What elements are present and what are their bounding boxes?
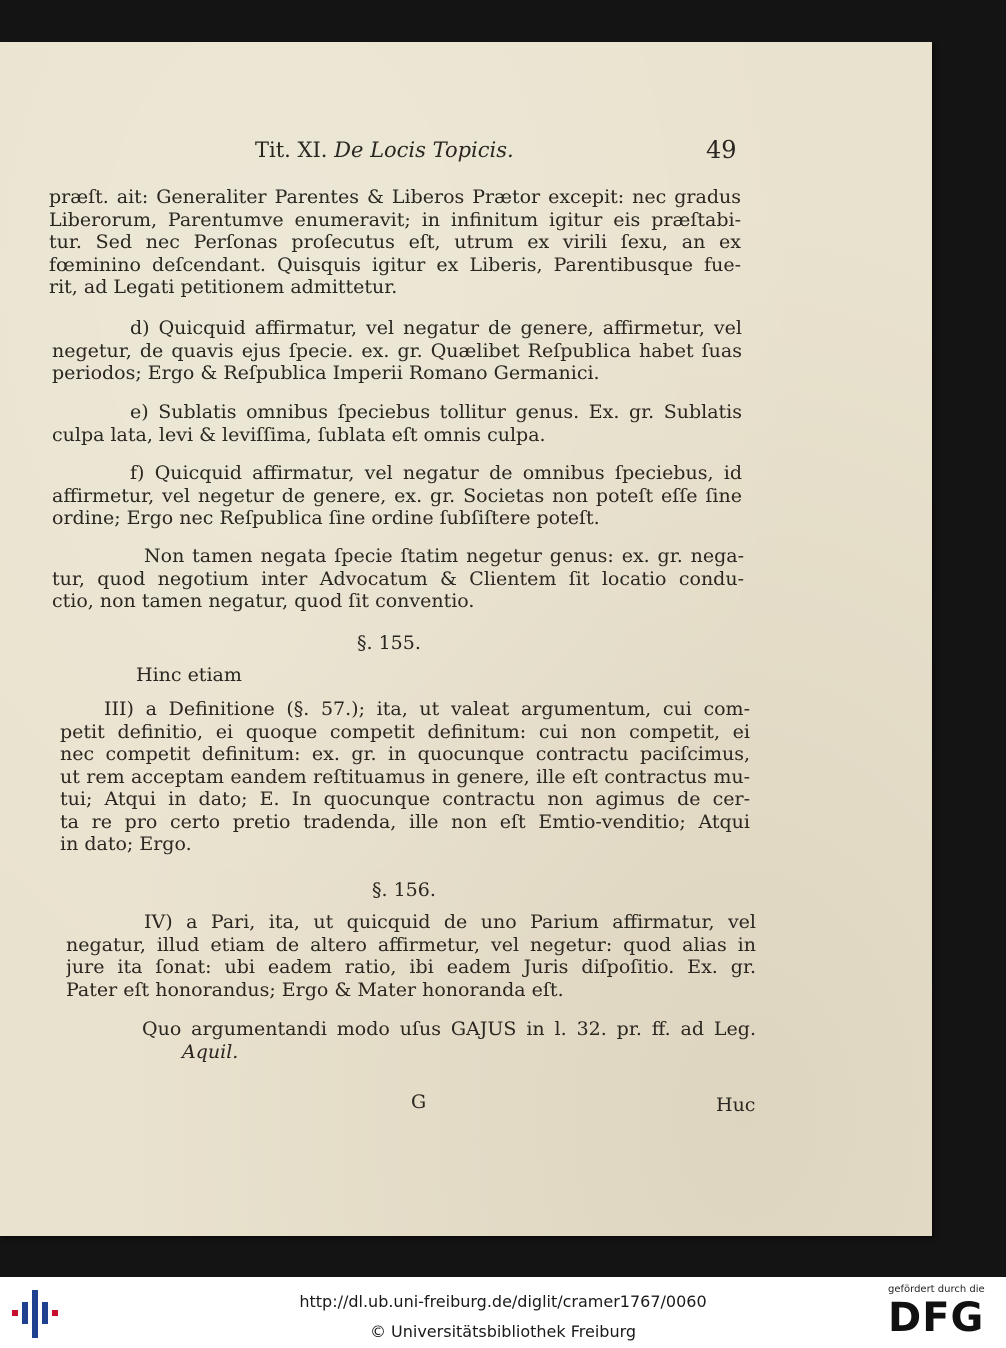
text-line: ut rem acceptam eandem reſtituamus in genere, ille eſt contractus mu-: [60, 765, 750, 788]
text-line: Non tamen negata ſpecie ſtatim negetur genus: ex. gr. nega-: [144, 545, 744, 567]
paragraph-e: [52, 401, 742, 446]
paragraph-f: [52, 462, 742, 530]
text-line: rit, ad Legati petitionem admittetur.: [49, 276, 398, 298]
text-line: ctio, non tamen negatur, quod ſit conventio.: [52, 590, 475, 612]
text-line: præſt. ait: Generaliter Parentes & Liberos Prætor excepit: nec gradus: [49, 186, 741, 208]
text-line: Pater eſt honorandus; Ergo & Mater honoranda eſt.: [66, 978, 564, 1001]
text-line: Quo argumentandi modo uſus GAJUS in l. 32. pr. ff. ad Leg.: [142, 1018, 756, 1040]
paragraph-iii-definitione: [60, 698, 750, 856]
text-line: e) Sublatis omnibus ſpeciebus tollitur genus. Ex. gr. Sublatis: [130, 401, 742, 423]
text-line: Aquil.: [182, 1040, 239, 1063]
hinc-etiam: Hinc etiam: [136, 664, 242, 686]
catchword: Huc: [716, 1094, 756, 1116]
text-line: tur, quod negotium inter Advocatum & Clientem ſit locatio condu-: [52, 567, 744, 590]
running-title-italic: De Locis Topicis.: [334, 138, 514, 162]
page-number: 49: [706, 136, 737, 164]
permalink-url[interactable]: http://dl.ub.uni-freiburg.de/diglit/cramer1767/0060: [299, 1292, 707, 1311]
dfg-caption: gefördert durch die: [888, 1284, 985, 1295]
text-line: periodos; Ergo & Reſpublica Imperii Romano Germanici.: [52, 362, 600, 384]
text-line: Liberorum, Parentumve enumeravit; in infinitum igitur eis præſtabi-: [49, 208, 741, 231]
running-title: [255, 138, 514, 162]
text-line: in dato; Ergo.: [60, 833, 192, 855]
text-line: fœminino deſcendant. Quisquis igitur ex Liberis, Parentibusque fue-: [49, 253, 741, 276]
running-header: [0, 138, 932, 168]
section-heading: §. 155.: [357, 632, 421, 654]
text-line: affirmetur, vel negetur de genere, ex. gr. Societas non poteſt eſſe ſine: [52, 484, 742, 507]
paragraph-1: [49, 186, 741, 299]
text-line: jure ita ſonat: ubi eadem ratio, ibi eadem Juris diſpoſitio. Ex. gr.: [66, 956, 756, 978]
text-line: ta re pro certo pretio tradenda, ille non eſt Emtio-venditio; Atqui: [60, 810, 750, 833]
text-line: f) Quicquid affirmatur, vel negatur de omnibus ſpeciebus, id: [130, 462, 742, 484]
text-line: d) Quicquid affirmatur, vel negatur de genere, affirmetur, vel: [130, 317, 742, 339]
signature-mark: G: [411, 1091, 427, 1113]
copyright-notice: © Universitätsbibliothek Freiburg: [369, 1322, 637, 1341]
paragraph-gajus: [66, 1018, 756, 1063]
text-line: tur. Sed nec Perſonas proſecutus eſt, utrum ex virili ſexu, an ex: [49, 231, 741, 253]
text-line: negetur, de quavis ejus ſpecie. ex. gr. Quælibet Reſpublica habet ſuas: [52, 339, 742, 362]
text-line: nec competit definitum: ex. gr. in quocunque contractu paciſcimus,: [60, 743, 750, 765]
paragraph-iv-pari: [66, 911, 756, 1001]
text-line: negatur, illud etiam de altero affirmetur, vel negetur: quod alias in: [66, 933, 756, 956]
paragraph-non-tamen: [52, 545, 744, 613]
text-line: ordine; Ergo nec Reſpublica ſine ordine ſubſiſtere poteſt.: [52, 507, 600, 529]
text-line: tui; Atqui in dato; E. In quocunque contractu non agimus de cer-: [60, 788, 750, 810]
text-line: culpa lata, levi & leviſſima, ſublata eſt omnis culpa.: [52, 423, 546, 446]
running-title-prefix: Tit. XI.: [255, 138, 328, 162]
dfg-logo-icon[interactable]: DFG: [888, 1295, 985, 1341]
paragraph-d: [52, 317, 742, 385]
text-line: IV) a Pari, ita, ut quicquid de uno Parium affirmatur, vel: [144, 911, 756, 933]
text-line: III) a Definitione (§. 57.); ita, ut valeat argumentum, cui com-: [104, 698, 750, 720]
section-heading: §. 156.: [372, 879, 436, 901]
text-line: petit definitio, ei quoque competit definitum: cui non competit, ei: [60, 720, 750, 743]
